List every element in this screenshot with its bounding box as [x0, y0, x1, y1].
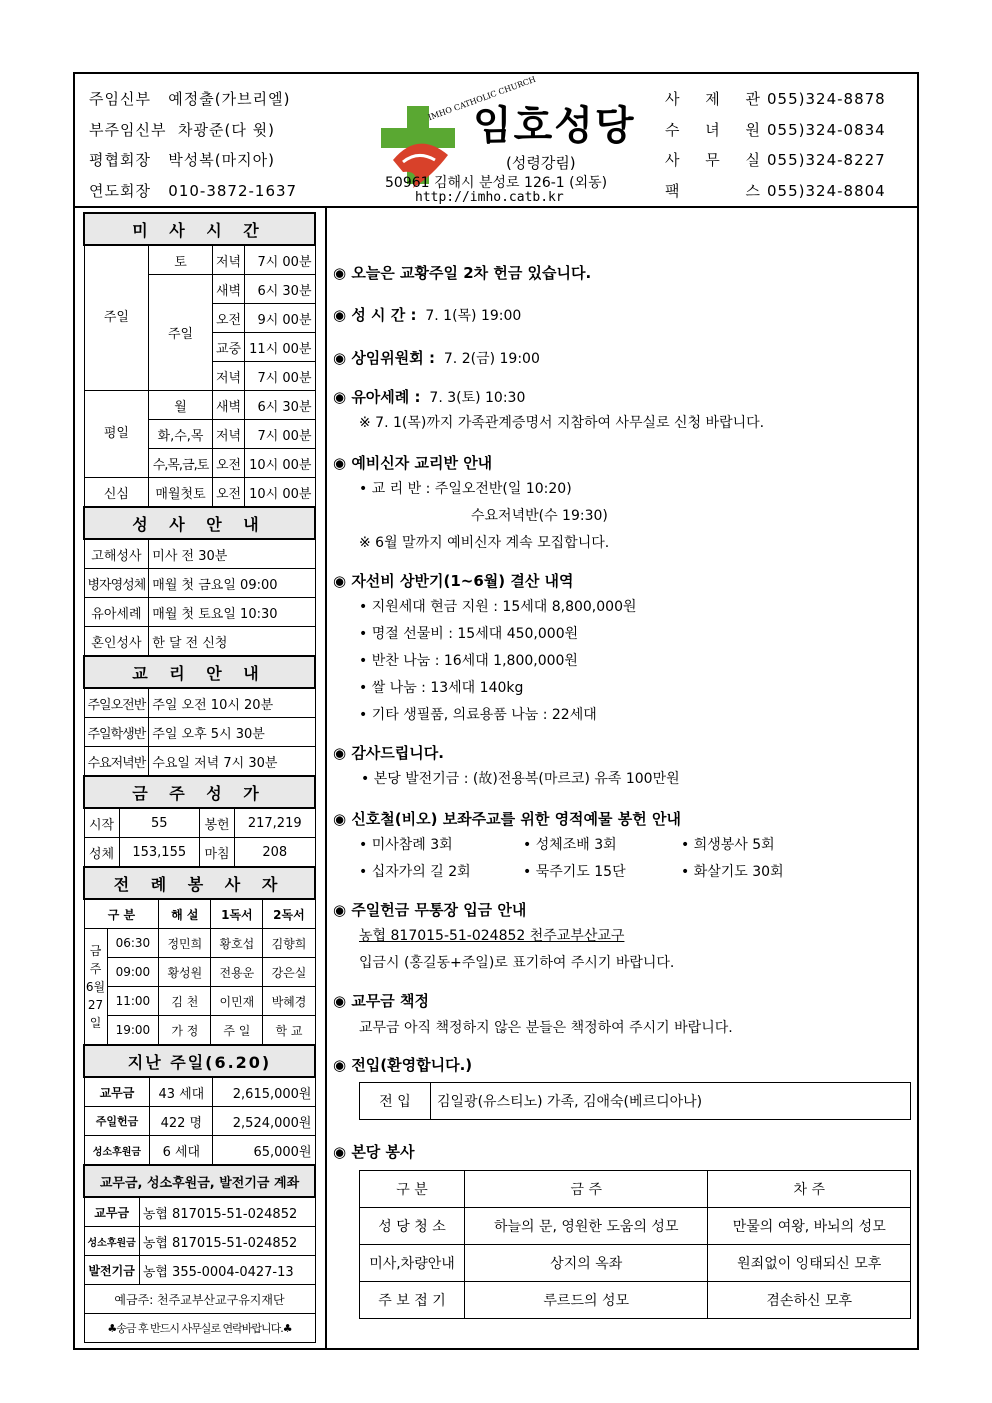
- server-name: 가 정: [159, 1016, 211, 1045]
- sacrament-value: 미사 전 30분: [149, 539, 315, 569]
- rectory-phone: 055)324-8878: [767, 90, 886, 108]
- church-logo: [373, 74, 663, 205]
- server-name: 박혜경: [263, 987, 315, 1016]
- notice-peter-pence: 오늘은 교황주일 2차 헌금 있습니다.: [351, 264, 592, 282]
- hymn-table: [83, 775, 316, 867]
- servers-head: 2독서: [263, 899, 315, 929]
- pastor-label: 주임신부: [89, 90, 151, 108]
- bank-account: 농협 817015-51-024852 천주교부산교구: [359, 928, 625, 944]
- baptism-date: 7. 3(토) 10:30: [429, 390, 526, 406]
- hymn-label: 봉헌: [200, 808, 235, 838]
- hymn-title: 금 주 성 가: [84, 776, 315, 808]
- offering-label: 주일헌금: [84, 1107, 150, 1136]
- catechism-value: 주일 오후 5시 30분: [149, 718, 315, 747]
- server-name: 주 일: [211, 1016, 263, 1045]
- duty-head: 구 분: [360, 1171, 465, 1208]
- sun-time-type: 교중: [212, 333, 245, 362]
- sacrament-value: 매월 첫 토요일 10:30: [149, 598, 315, 627]
- weekday-days: 월: [149, 391, 212, 420]
- offering-item: • 희생봉사 5회: [681, 837, 775, 853]
- saturday-label: 토: [149, 245, 212, 275]
- header-left: [89, 84, 297, 206]
- account-label: 성소후원금: [84, 1227, 139, 1256]
- church-address: 50961 김해시 분성로 126-1 (외동): [385, 175, 608, 191]
- sat-time: 7시 00분: [245, 245, 315, 275]
- server-name: 정민희: [159, 929, 211, 958]
- office-label: 사 무 실: [665, 151, 761, 169]
- offering-item: • 십자가의 길 2회: [359, 864, 471, 880]
- accounts-table: [83, 1164, 316, 1343]
- duty-this-week: 하늘의 문, 영원한 도움의 성모: [465, 1208, 708, 1245]
- charity-item: • 쌀 나눔 : 13세대 140kg: [359, 680, 524, 696]
- servers-head: 해 설: [159, 899, 211, 929]
- servers-time: 11:00: [107, 987, 159, 1016]
- transfer-in-names: 김일광(유스티노) 가족, 김애숙(베르디아나): [431, 1083, 911, 1120]
- office-phone: 055)324-8227: [767, 151, 886, 169]
- servers-table: [83, 866, 316, 1045]
- tithe-note: 교무금 아직 책정하지 않은 분들은 책정하여 주시기 바랍니다.: [359, 1020, 733, 1036]
- sun-time: 6시 30분: [245, 275, 315, 304]
- servers-time: 09:00: [107, 958, 159, 987]
- weekday-time: 7시 00분: [245, 420, 315, 449]
- server-name: 김향희: [263, 929, 315, 958]
- duty-next-week: 원죄없이 잉태되신 모후: [708, 1245, 911, 1282]
- account-label: 발전기금: [84, 1256, 139, 1285]
- account-number: 농협 817015-51-024852: [139, 1197, 315, 1227]
- hymn-value: 55: [119, 808, 200, 838]
- hymn-label: 성체: [84, 838, 119, 867]
- mass-times-title: 미 사 시 간: [84, 213, 315, 245]
- catechism-label: 주일학생반: [84, 718, 149, 747]
- sun-time: 9시 00분: [245, 304, 315, 333]
- catechumen-note: ※ 6월 말까지 예비신자 계속 모집합니다.: [359, 535, 610, 551]
- spiritual-offering-title: 신호철(비오) 보좌주교를 위한 영적예물 봉헌 안내: [351, 810, 681, 828]
- offering-count: 43 세대: [150, 1077, 213, 1107]
- sinsim-label: 신심: [84, 478, 149, 508]
- offering-amount: 65,000원: [213, 1136, 315, 1165]
- yeondo-phone: 010-3872-1637: [168, 181, 298, 200]
- charity-item: • 반찬 나눔 : 16세대 1,800,000원: [359, 653, 578, 669]
- servers-time: 06:30: [107, 929, 159, 958]
- sacrament-title: 성 사 안 내: [84, 507, 315, 539]
- offering-amount: 2,615,000원: [213, 1077, 315, 1107]
- header: [75, 74, 917, 208]
- weekday-time-type: 오전: [212, 449, 245, 478]
- offering-item: • 성체조배 3회: [523, 837, 617, 853]
- sun-time: 7시 00분: [245, 362, 315, 391]
- tithe-title: 교무금 책정: [351, 992, 429, 1010]
- sacrament-value: 한 달 전 신청: [149, 627, 315, 657]
- council-label: 평협회장: [89, 151, 151, 169]
- assistant-name: 차광준(다 윗): [178, 120, 275, 139]
- bank-deposit-title: 주일헌금 무통장 입금 안내: [351, 901, 527, 919]
- church-url[interactable]: http://imho.catb.kr: [415, 190, 564, 205]
- committee-date: 7. 2(금) 19:00: [443, 351, 540, 367]
- account-number: 농협 355-0004-0427-13: [139, 1256, 315, 1285]
- transfer-in-table: [359, 1082, 911, 1120]
- offering-label: 성소후원금: [84, 1136, 150, 1165]
- sinsim-time-type: 오전: [212, 478, 245, 508]
- sacrament-label: 유아세례: [84, 598, 149, 627]
- transfer-in-title: 전입(환영합니다.): [351, 1056, 473, 1074]
- duty-label: 미사,차량안내: [360, 1245, 465, 1282]
- server-name: 김 천: [159, 987, 211, 1016]
- church-subtitle: (성령강림): [506, 154, 576, 172]
- servers-head: 구 분: [84, 899, 159, 929]
- server-name: 강은실: [263, 958, 315, 987]
- transfer-in-label: 전 입: [360, 1083, 431, 1120]
- servers-date: 금주 6월 27일: [84, 929, 107, 1045]
- charity-item: • 명절 선물비 : 15세대 450,000원: [359, 626, 579, 642]
- account-holder: 예금주: 천주교부산교구유지재단: [84, 1285, 315, 1314]
- baptism-label: 유아세례 :: [351, 388, 421, 406]
- catechumen-class: • 교 리 반 : 주일오전반(일 10:20): [359, 481, 572, 497]
- account-label: 교무금: [84, 1197, 139, 1227]
- offering-amount: 2,524,000원: [213, 1107, 315, 1136]
- fax-label: 팩 스: [665, 181, 761, 200]
- sunday-label: 주일: [149, 275, 212, 391]
- sun-time: 11시 00분: [245, 333, 315, 362]
- accounts-title: 교무금, 성소후원금, 발전기금 계좌: [84, 1165, 315, 1197]
- mass-times-table: [83, 212, 316, 776]
- sat-time-type: 저녁: [212, 245, 245, 275]
- catechism-value: 주일 오전 10시 20분: [149, 688, 315, 718]
- holy-hour-label: 성 시 간 :: [351, 306, 417, 324]
- hymn-value: 217,219: [235, 808, 316, 838]
- catechism-value: 수요일 저녁 7시 30분: [149, 747, 315, 776]
- weekday-time-type: 새벽: [212, 391, 245, 420]
- offering-count: 6 세대: [150, 1136, 213, 1165]
- duty-head: 차 주: [708, 1171, 911, 1208]
- weekday-time: 10시 00분: [245, 449, 315, 478]
- catechism-label: 수요저녁반: [84, 747, 149, 776]
- weekday-days: 수,목,금,토: [149, 449, 212, 478]
- thanks-item: • 본당 발전기금 : (故)전용복(마르코) 유족 100만원: [361, 771, 680, 787]
- convent-phone: 055)324-0834: [767, 120, 886, 139]
- sidebar: [83, 212, 316, 1343]
- hymn-label: 마침: [200, 838, 235, 867]
- rectory-label: 사 제 관: [665, 90, 761, 108]
- church-english-name: IMHO CATHOLIC CHURCH: [426, 74, 537, 123]
- column-divider: [325, 206, 327, 1350]
- offering-label: 교무금: [84, 1077, 150, 1107]
- sun-time-type: 오전: [212, 304, 245, 333]
- bulletin-frame: 주임신부 예정출(가브리엘) 부주임신부 차광준(다 윗) 평협회장 박성복(마지아) 연도회장 010-3872-1637 IMHO CATHOLIC CHURCH 임호성당 (성령강림) 50961 김해시 분성로 126-1 (외동) http://imho.catb.kr 사 제 관 055)324-8878 수 녀 원 055)324-0834 사 무 실 055)324-8227 팩 스 055)324-8804 미 사 시 간 주일 토 저녁 7시 00분 주일 새벽 6시 30분 오전 9시 00분 교중 11시 00분 저녁 7시 00분 평일 월 새벽 6시 30분 화,수,목 저녁 7시 00분 수,목,금,토 오전 10시 00분 신심 매월첫토 오전 10시 00분 성 사 안 내 고해성사 미사 전 30분 병자영성체 매월 첫 금요일 09:00 유아세례 매월 첫 토요일 10:30 혼인성사 한 달 전 신청 교 리 안 내 주일오전반 주일 오전 10시 20분 주일학생반 주일 오후 5시 30분 수요저녁반 수요일 저녁 7시 30분 금 주 성 가 시작 55 봉헌 217,219 성체 153,155 마침 208 전 례 봉 사 자 구 분 해 설 1독서 2독서 금주 6월 27일 06:30 정민희 황호섭 김향희 09:00 황성원 전용운 강은실 11:00 김 천 이민재 박혜경 19:00 가 정 주 일 학 교 지난 주일(6.20) 교무금 43 세대 2,615,000원 주일헌금 422 명 2,524,000원 성소후원금 6 세대 65,000원 교무금, 성소후원금, 발전기금 계좌 교무금 농협 817015-51-024852 성소후원금 농협 817015-51-024852 발전기금 농협 355-0004-0427-13 예금주: 천주교부산교구유지재단 ♣송금 후 반드시 사무실로 연락바랍니다.♣ ◉ 오늘은 교황주일 2차 헌금 있습니다. ◉ 성 시 간 : 7. 1(목) 19:00 ◉ 상임위원회 : 7. 2(금) 19:00 ◉ 유아세례 : 7. 3(토) 10:30 ※ 7. 1(목)까지 가족관계증명서 지참하여 사무실로 신청 바랍니다. ◉ 예비신자 교리반 안내 • 교 리 반 : 주일오전반(일 10:20) 수요저녁반(수 19:30) ※ 6월 말까지 예비신자 계속 모집합니다. ◉ 자선비 상반기(1~6월) 결산 내역 • 지원세대 현금 지원 : 15세대 8,800,000원 • 명절 선물비 : 15세대 450,000원 • 반찬 나눔 : 16세대 1,800,000원 • 쌀 나눔 : 13세대 140kg • 기타 생필품, 의료용품 나눔 : 22세대 ◉ 감사드립니다. • 본당 발전기금 : (故)전용복(마르코) 유족 100만원 ◉ 신호철(비오) 보좌주교를 위한 영적예물 봉헌 안내 • 미사참례 3회 • 성체조배 3회 • 희생봉사 5회 • 십자가의 길 2회 • 묵주기도 15단 • 화살기도 30회 ◉ 주일헌금 무통장 입금 안내 농협 817015-51-024852 천주교부산교구 입금시 (홍길동+주일)로 표기하여 주시기 바랍니다. ◉ 교무금 책정 교무금 아직 책정하지 않은 분들은 책정하여 주시기 바랍니다. ◉ 전입(환영합니다.) 전 입 김일광(유스티노) 가족, 김애숙(베르디아나) ◉ 본당 봉사 구 분 금 주 차 주 성 당 청 소 하늘의 문, 영원한 도움의 성모 만물의 여왕, 바뇌의 성모 미사,차량안내 상지의 옥좌 원죄없이 잉태되신 모후 주 보 접 기 루르드의 성모 겸손하신 모후: [73, 72, 919, 1350]
- server-name: 황호섭: [211, 929, 263, 958]
- weekday-time: 6시 30분: [245, 391, 315, 420]
- catechism-label: 주일오전반: [84, 688, 149, 718]
- sun-time-type: 저녁: [212, 362, 245, 391]
- holy-hour-date: 7. 1(목) 19:00: [425, 308, 522, 324]
- server-name: 학 교: [263, 1016, 315, 1045]
- duty-this-week: 상지의 옥좌: [465, 1245, 708, 1282]
- bank-note: 입금시 (홍길동+주일)로 표기하여 주시기 바랍니다.: [359, 955, 675, 971]
- charity-item: • 기타 생필품, 의료용품 나눔 : 22세대: [359, 707, 597, 723]
- yeondo-label: 연도회장: [89, 181, 151, 200]
- council-name: 박성복(마지아): [168, 151, 275, 169]
- duty-next-week: 만물의 여왕, 바뇌의 성모: [708, 1208, 911, 1245]
- sun-time-type: 새벽: [212, 275, 245, 304]
- transfer-note: ♣송금 후 반드시 사무실로 연락바랍니다.♣: [84, 1314, 315, 1343]
- sacrament-label: 고해성사: [84, 539, 149, 569]
- catechism-title: 교 리 안 내: [84, 656, 315, 688]
- server-name: 황성원: [159, 958, 211, 987]
- sinsim-day: 매월첫토: [149, 478, 212, 508]
- weekday-time-type: 저녁: [212, 420, 245, 449]
- thanks-title: 감사드립니다.: [351, 744, 444, 762]
- duty-this-week: 루르드의 성모: [465, 1282, 708, 1319]
- charity-title: 자선비 상반기(1~6월) 결산 내역: [351, 572, 574, 590]
- servers-head: 1독서: [211, 899, 263, 929]
- last-week-table: [83, 1044, 316, 1165]
- last-week-title: 지난 주일(6.20): [84, 1045, 315, 1077]
- server-name: 이민재: [211, 987, 263, 1016]
- weekday-days: 화,수,목: [149, 420, 212, 449]
- duty-head: 금 주: [465, 1171, 708, 1208]
- assistant-label: 부주임신부: [89, 120, 167, 139]
- baptism-note: ※ 7. 1(목)까지 가족관계증명서 지참하여 사무실로 신청 바랍니다.: [359, 415, 765, 431]
- hymn-label: 시작: [84, 808, 119, 838]
- header-right: [665, 84, 886, 206]
- offering-count: 422 명: [150, 1107, 213, 1136]
- sacrament-value: 매월 첫 금요일 09:00: [149, 569, 315, 598]
- server-name: 전용운: [211, 958, 263, 987]
- account-number: 농협 817015-51-024852: [139, 1227, 315, 1256]
- weekday-label: 평일: [84, 391, 149, 478]
- catechumen-class-2: 수요저녁반(수 19:30): [471, 508, 608, 524]
- servers-time: 19:00: [107, 1016, 159, 1045]
- servers-title: 전 례 봉 사 자: [84, 867, 315, 899]
- catechumen-title: 예비신자 교리반 안내: [351, 454, 493, 472]
- sunday-group-label: 주일: [84, 245, 149, 391]
- fax-number: 055)324-8804: [767, 181, 886, 200]
- hymn-value: 208: [235, 838, 316, 867]
- hymn-value: 153,155: [119, 838, 200, 867]
- sacrament-label: 병자영성체: [84, 569, 149, 598]
- offering-item: • 미사참례 3회: [359, 837, 453, 853]
- duty-label: 성 당 청 소: [360, 1208, 465, 1245]
- offering-item: • 화살기도 30회: [681, 864, 784, 880]
- duty-table: [359, 1170, 911, 1319]
- offering-item: • 묵주기도 15단: [523, 864, 626, 880]
- sinsim-time: 10시 00분: [245, 478, 315, 508]
- pastor-name: 예정출(가브리엘): [168, 90, 291, 108]
- church-name: 임호성당: [473, 103, 636, 149]
- convent-label: 수 녀 원: [665, 120, 761, 139]
- duty-label: 주 보 접 기: [360, 1282, 465, 1319]
- committee-label: 상임위원회 :: [351, 349, 435, 367]
- duty-next-week: 겸손하신 모후: [708, 1282, 911, 1319]
- charity-item: • 지원세대 현금 지원 : 15세대 8,800,000원: [359, 599, 637, 615]
- sacrament-label: 혼인성사: [84, 627, 149, 657]
- duty-title: 본당 봉사: [351, 1143, 415, 1161]
